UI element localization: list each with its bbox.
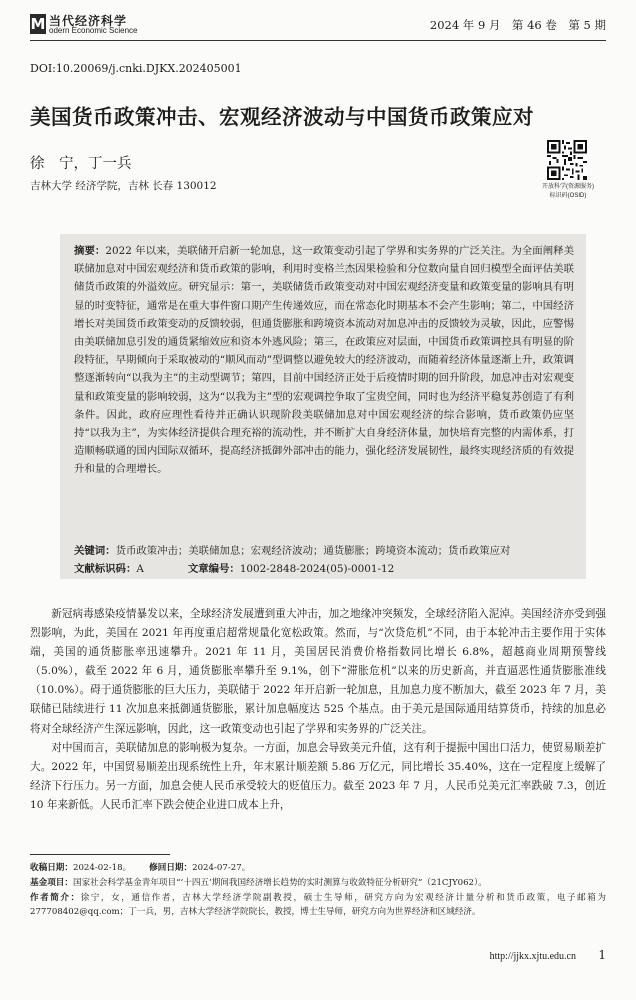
journal-logo: M	[30, 15, 46, 33]
received-label: 收稿日期：	[30, 863, 73, 873]
qr-caption: 开放科学(资源服务)标识码(OSID)	[542, 184, 594, 199]
author-bio-label: 作者简介：	[30, 893, 81, 903]
footnote-rule	[30, 854, 170, 855]
footnote-fund	[30, 876, 606, 890]
header-rule	[30, 40, 606, 41]
abstract-text: 2022 年以来，美联储开启新一轮加息，这一政策变动引起了学界和实务界的广泛关注。为全面阐释美联储加息对中国宏观经济和货币政策的影响，利用时变格兰杰因果检验和分位数向量自回归模型全面评估美联储货币政策的外溢效应。研究显示：第一，美联储货币政策变动对中国宏观经济变量和政策变量的影响具有明显的时变特征，通常是在重大事件窗口期产生传递效应，而在常态化时期基本不会产生影响；第二，中国经济增长对美国货币政策变动的反馈较弱，但通货膨胀和跨境资本流动对加息冲击的反馈较为灵敏，因此，应警惕由美联储加息引发的通货紧缩效应和资本外逃风险；第三，在政策应对层面，中国货币政策调控具有明显的阶段特征，早期倾向于采取被动的“顺风而动”型调整以避免较大的经济波动，而随着经济体量逐渐上升，政策调整逐渐转向“以我为主”的主动型调节；第四，目前中国经济正处于后疫情时期的回升阶段，加息冲击对宏观变量和政策变量的影响较弱，这为“以我为主”型的宏观调控争取了宝贵空间，同时也为经济平稳复苏创造了有利条件。因此，政府应理性看待并正确认识现阶段美联储加息对中国宏观经济的综合影响，货币政策仍应坚持“以我为主”，为实体经济提供合理充裕的流动性，并不断扩大自身经济体量，加快培育完整的内需体系，打造顺畅联通的国内国际双循环，提高经济抵御外部冲击的能力，强化经济发展韧性，最终实现经济质的有效提升和量的合理增长。	[74, 245, 575, 476]
body-paragraph: 新冠病毒感染疫情暴发以来，全球经济发展遭到重大冲击，加之地缘冲突频发，全球经济陷入泥淖。美国经济亦受到强烈影响，为此，美国在 2021 年再度重启超常规量化宽松政策。然而，与“次贷危机”不同，由于本轮冲击主要作用于实体端，美国的通货膨胀率迅速攀升。2021 年 11 月，美国居民消费价格指数同比增长 6.8%，超越商业周期预警线（5.0%），截至 2022 年 6 月，通货膨胀率攀升至 9.1%，创下“滞胀危机”以来的历史新高，并直逼恶性通货膨胀准线（10.0%）。碍于通货膨胀的巨大压力，美联储于 2022 年开启新一轮加息，且加息力度不断加大，截至 2023 年 7 月，美联储已陆续进行 11 次加息来抵御通货膨胀，累计加息幅度达 525 个基点。由于美元是国际通用结算货币，持续的加息必将对全球经济产生深远影响，因此，这一政策变动也引起了学界和实务界的广泛关注。	[30, 608, 606, 735]
issue-info: 2024 年 9 月 第 46 卷 第 5 期	[429, 18, 606, 32]
journal-url: http://jjkx.xjtu.edu.cn	[489, 951, 576, 962]
authors: 徐 宁，丁一兵	[30, 156, 132, 172]
body-text	[30, 605, 606, 815]
article-number-label: 文章编号：	[187, 563, 240, 575]
doc-code-value: A	[136, 563, 144, 575]
doi: DOI:10.20069/j.cnki.DJKX.202405001	[30, 62, 242, 75]
author-bio-text: 徐宁，女，通信作者，吉林大学经济学院副教授，硕士生导师，研究方向为宏观经济计量分析和货币政策，电子邮箱为 277708402@qq.com；丁一兵，男，吉林大学经济学院院长，教授，博士生导师，研究方向为世界经济和区域经济。	[30, 893, 606, 917]
journal-name-en: odern Economic Science	[49, 26, 138, 35]
abstract-label: 摘要：	[74, 245, 106, 257]
fund-text: 国家社会科学基金青年项目“‘十四五’期间我国经济增长趋势的实时测算与收敛特征分析研究”（21CJY062）。	[72, 878, 487, 888]
keywords-text: 货币政策冲击；美联储加息；宏观经济波动；通货膨胀；跨境资本流动；货币政策应对	[115, 545, 511, 557]
footnote-authors	[30, 891, 606, 919]
qr-code-icon	[547, 140, 587, 180]
fund-label: 基金项目：	[30, 878, 73, 888]
keywords	[74, 542, 510, 557]
keywords-label: 关键词：	[74, 545, 116, 557]
footnote-dates	[30, 861, 606, 875]
journal-name-cn: 当代经济科学	[49, 14, 128, 28]
article-number-value: 1002-2848-2024(05)-0001-12	[239, 563, 395, 575]
revised-label: 修回日期：	[149, 863, 193, 873]
abstract	[74, 242, 574, 479]
classification-line	[74, 560, 394, 575]
body-paragraph: 对中国而言，美联储加息的影响极为复杂。一方面，加息会导致美元升值，这有利于提振中国出口活力，使贸易顺差扩大。2022 年，中国贸易顺差出现系统性上升，年末累计顺差额 5.86 万亿元，同比增长 35.40%，这在一定程度上缓解了经济下行压力。另一方面，加息会使人民币承受较大的贬值压力。截至 2023 年 7 月，人民币兑美元汇率跌破 7.3，创近 10 年来新低。人民币汇率下跌会使企业进口成本上升，	[30, 741, 606, 811]
revised-date: 2024-07-27。	[192, 863, 251, 873]
paper-title: 美国货币政策冲击、宏观经济波动与中国货币政策应对	[30, 105, 534, 129]
received-date: 2024-02-18。	[72, 863, 132, 873]
affiliation: 吉林大学 经济学院，吉林 长春 130012	[30, 180, 217, 192]
page-number: 1	[598, 948, 606, 962]
doc-code-label: 文献标识码：	[74, 563, 137, 575]
